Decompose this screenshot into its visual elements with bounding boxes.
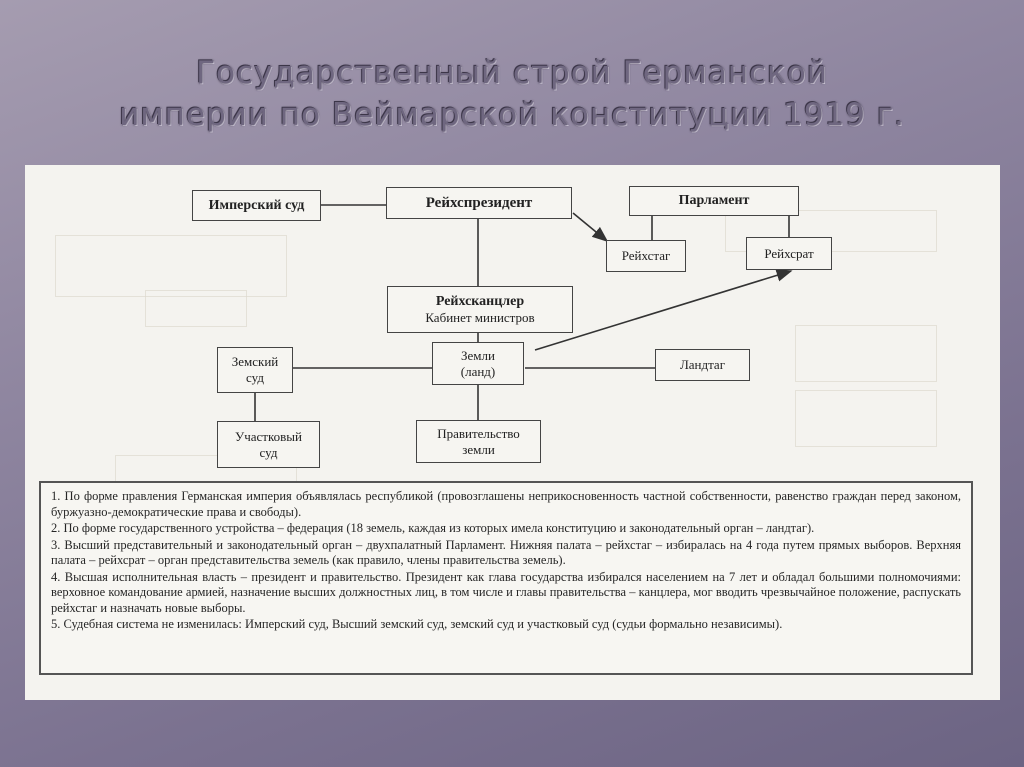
parliament-label: Парламент <box>678 193 750 208</box>
cabinet-label: Кабинет министров <box>425 309 535 325</box>
slide-title-line1: Государственный строй Германской <box>196 55 828 91</box>
note-1: 1. По форме правления Германская империя объявлялась республикой (провозглашены неприкосновенность частной собственности, равенство граждан перед законом, буржуазно-демократические права и свободы). <box>51 489 961 519</box>
district-court-label-2: суд <box>259 444 278 460</box>
landtag-box <box>655 349 750 381</box>
note-5: 5. Судебная система не изменилась: Имперский суд, Высший земский суд, земский суд и участковый суд (судьи формально независимы). <box>51 617 783 631</box>
lands-box <box>432 342 524 385</box>
scanned-diagram <box>25 165 1000 700</box>
district-court-box <box>217 421 320 468</box>
land-court-label-2: суд <box>246 370 264 385</box>
land-government-label-1: Правительство <box>437 425 520 441</box>
notes-panel <box>39 481 973 675</box>
reichstag-label: Рейхстаг <box>621 248 671 263</box>
reichsrat-label: Рейхсрат <box>764 245 814 261</box>
imperial-court-label: Имперский суд <box>208 197 305 213</box>
reichsrat-box <box>746 237 832 270</box>
note-4: 4. Высшая исполнительная власть – президент и правительство. Президент как глава государства избирался населением на 7 лет и обладал большими полномочиями: верховное командование армией, назначение высших должностных лиц, в том числе и главы правительства – канцлера, мог вводить чрезвычайное положение, распускать рейхстаг и назначать новые выборы. <box>51 569 961 615</box>
land-court-box <box>217 347 293 393</box>
land-court-label-1: Земский <box>231 354 279 369</box>
lands-label-2: (ланд) <box>460 363 496 379</box>
reich-president-label: Рейхспрезидент <box>425 195 533 211</box>
slide-title-line2: империи по Веймарской конституции 1919 г. <box>119 97 905 133</box>
reich-president-box <box>386 187 572 219</box>
reichstag-box <box>606 240 686 272</box>
landtag-label: Ландтаг <box>679 357 726 372</box>
land-government-box <box>416 420 541 463</box>
imperial-court-box <box>192 190 321 221</box>
land-government-label-2: земли <box>462 441 495 457</box>
lands-label-1: Земли <box>461 347 495 363</box>
parliament-box <box>629 186 799 216</box>
chancellor-label: Рейхсканцлер <box>435 293 525 309</box>
district-court-label-1: Участковый <box>235 428 302 444</box>
note-2: 2. По форме государственного устройства – федерация (18 земель, каждая из которых имела конституцию и законодательный орган – ландтаг). <box>51 521 815 535</box>
slide-title <box>0 52 1024 136</box>
chancellor-box <box>387 286 573 333</box>
note-3: 3. Высший представительный и законодательный орган – двухпалатный Парламент. Нижняя палата – рейхстаг – избиралась на 4 года путем прямых выборов. Верхняя палата – рейхсрат – орган представительства земель (как правило, члены правительства земель). <box>51 537 961 567</box>
